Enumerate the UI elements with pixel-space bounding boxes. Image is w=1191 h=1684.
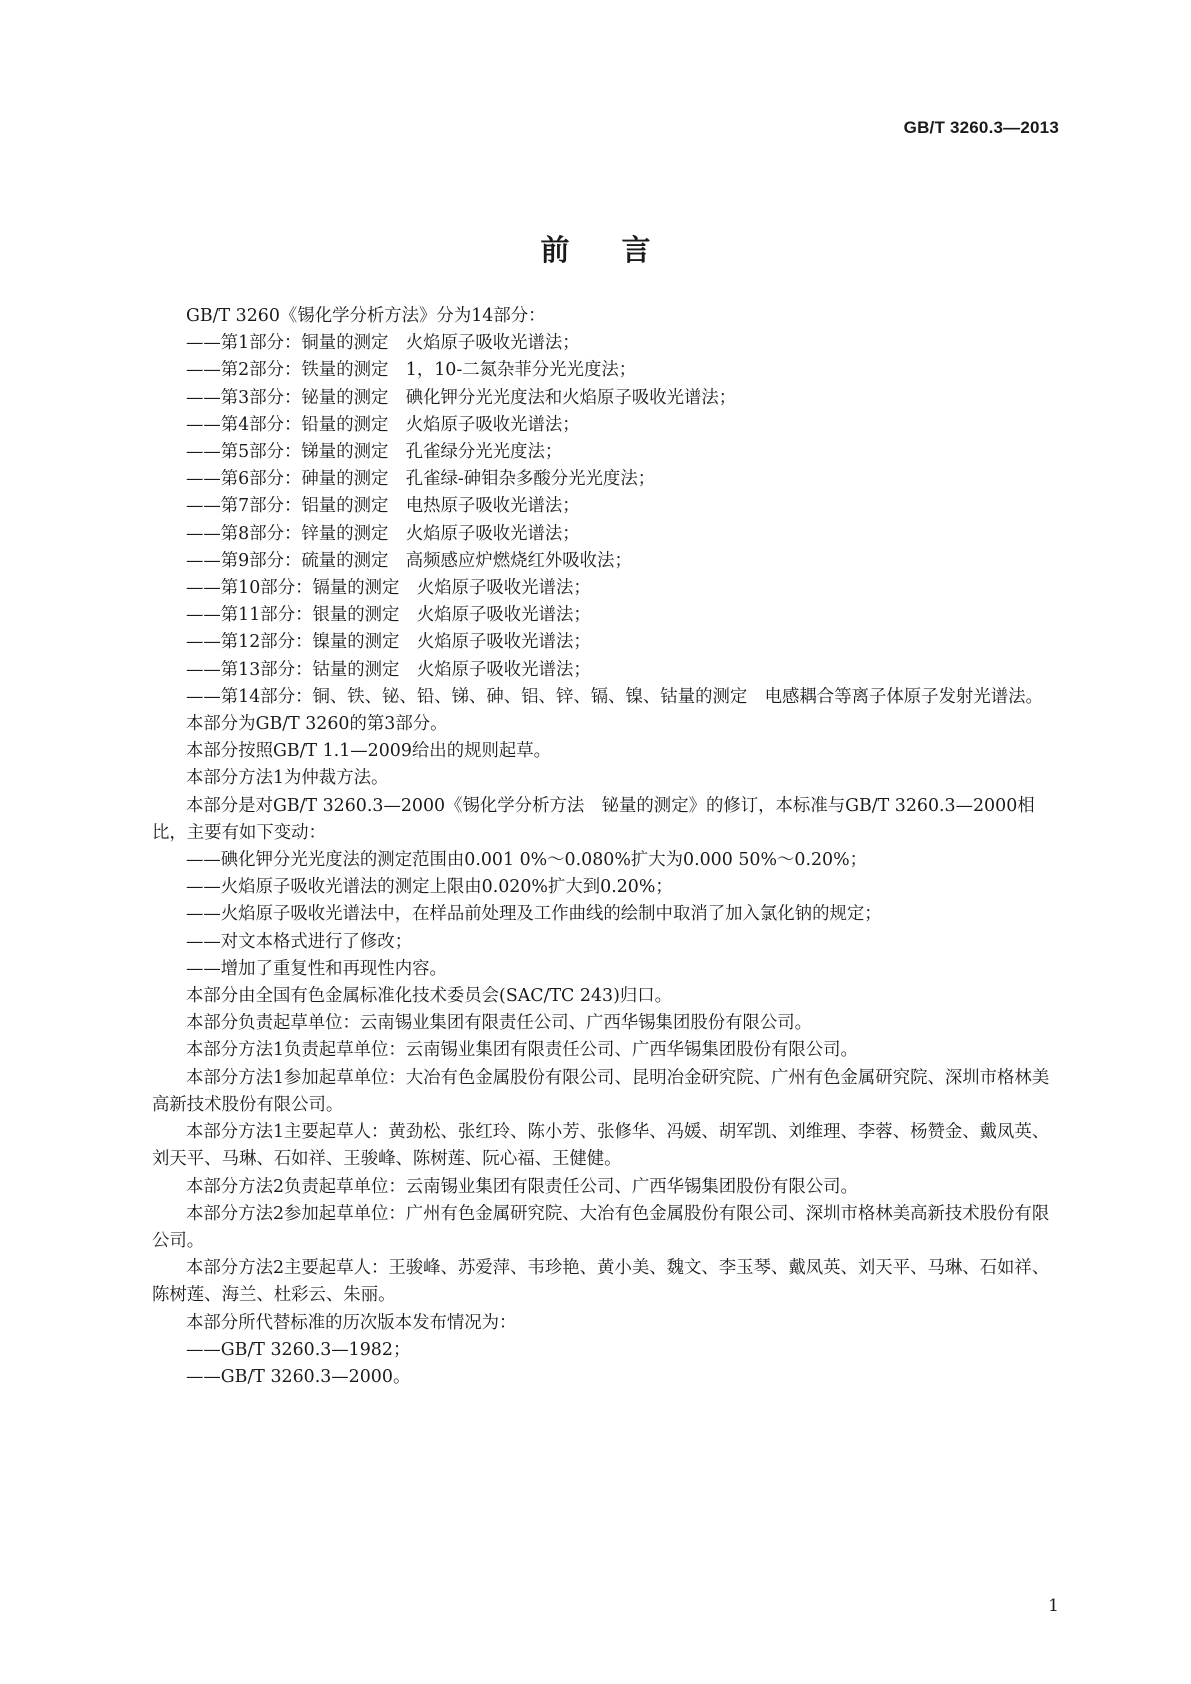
part-item: ——第11部分：银量的测定 火焰原子吸收光谱法； <box>186 605 591 626</box>
part-item: ——第14部分：铜、铁、铋、铅、锑、砷、铝、锌、镉、镍、钴量的测定 电感耦合等离子体原子发射光谱法。 <box>186 686 1043 707</box>
responsibility-paragraph: 本部分负责起草单位：云南锡业集团有限责任公司、广西华锡集团股份有限公司。 <box>186 1013 813 1034</box>
title-char-2: 言 <box>621 233 651 267</box>
part-item: ——第7部分：铝量的测定 电热原子吸收光谱法； <box>186 496 580 517</box>
part-item: ——第6部分：砷量的测定 孔雀绿-砷钼杂多酸分光光度法； <box>186 469 656 490</box>
part-item: ——第1部分：铜量的测定 火焰原子吸收光谱法； <box>186 333 580 354</box>
title-char-1: 前 <box>540 233 570 267</box>
responsibility-paragraph: 本部分方法1负责起草单位：云南锡业集团有限责任公司、广西华锡集团股份有限公司。 <box>186 1040 858 1061</box>
responsibility-paragraph: 本部分方法2负责起草单位：云南锡业集团有限责任公司、广西华锡集团股份有限公司。 <box>186 1176 858 1197</box>
foreword-body <box>152 303 1058 1391</box>
part-item: ——第9部分：硫量的测定 高频感应炉燃烧红外吸收法； <box>186 550 632 571</box>
history-item: ——GB/T 3260.3—2000。 <box>186 1366 411 1387</box>
change-item: ——增加了重复性和再现性内容。 <box>186 958 447 979</box>
change-item: ——火焰原子吸收光谱法的测定上限由0.020%扩大到0.20%； <box>186 877 673 898</box>
responsibility-paragraph: 本部分方法2参加起草单位：广州有色金属研究院、大冶有色金属股份有限公司、深圳市格林美高新技术股份有限公司。 <box>152 1203 1050 1251</box>
revision-paragraph: 本部分是对GB/T 3260.3—2000《锡化学分析方法 铋量的测定》的修订，本标准与GB/T 3260.3—2000相比，主要有如下变动： <box>152 795 1035 843</box>
page-title <box>0 228 1191 269</box>
intro-paragraph: GB/T 3260《锡化学分析方法》分为14部分： <box>186 306 546 326</box>
part-item: ——第4部分：铅量的测定 火焰原子吸收光谱法； <box>186 414 580 435</box>
standard-code: GB/T 3260.3—2013 <box>903 118 1059 137</box>
part-item: ——第5部分：锑量的测定 孔雀绿分光光度法； <box>186 442 563 463</box>
part-item: ——第2部分：铁量的测定 1，10-二氮杂菲分光光度法； <box>186 360 637 381</box>
part-item: ——第8部分：锌量的测定 火焰原子吸收光谱法； <box>186 523 580 544</box>
page-number: 1 <box>1048 1596 1059 1616</box>
part-item: ——第10部分：镉量的测定 火焰原子吸收光谱法； <box>186 578 591 599</box>
change-item: ——碘化钾分光光度法的测定范围由0.001 0%～0.080%扩大为0.000 50%～0.20%； <box>186 850 868 871</box>
part-item: ——第12部分：镍量的测定 火焰原子吸收光谱法； <box>186 632 591 653</box>
part-item: ——第13部分：钴量的测定 火焰原子吸收光谱法； <box>186 659 591 680</box>
responsibility-paragraph: 本部分由全国有色金属标准化技术委员会(SAC/TC 243)归口。 <box>186 986 673 1007</box>
statement-paragraph: 本部分按照GB/T 1.1—2009给出的规则起草。 <box>186 741 552 762</box>
part-item: ——第3部分：铋量的测定 碘化钾分光光度法和火焰原子吸收光谱法； <box>186 387 737 408</box>
change-item: ——对文本格式进行了修改； <box>186 931 413 952</box>
drafters-paragraph: 本部分方法1主要起草人：黄劲松、张红玲、陈小芳、张修华、冯媛、胡军凯、刘维理、李蓉、杨赞金、戴凤英、刘天平、马琳、石如祥、王骏峰、陈树莲、阮心福、王健健。 <box>152 1122 1050 1170</box>
history-item: ——GB/T 3260.3—1982； <box>186 1339 411 1360</box>
responsibility-paragraph: 本部分方法1参加起草单位：大冶有色金属股份有限公司、昆明冶金研究院、广州有色金属研究院、深圳市格林美高新技术股份有限公司。 <box>152 1067 1050 1115</box>
drafters-paragraph: 本部分方法2主要起草人：王骏峰、苏爱萍、韦珍艳、黄小美、魏文、李玉琴、戴凤英、刘天平、马琳、石如祥、陈树莲、海兰、杜彩云、朱丽。 <box>152 1258 1050 1306</box>
history-intro-paragraph: 本部分所代替标准的历次版本发布情况为： <box>186 1312 517 1333</box>
change-item: ——火焰原子吸收光谱法中，在样品前处理及工作曲线的绘制中取消了加入氯化钠的规定； <box>186 904 882 925</box>
statement-paragraph: 本部分方法1为仲裁方法。 <box>186 768 389 789</box>
statement-paragraph: 本部分为GB/T 3260的第3部分。 <box>186 714 448 735</box>
